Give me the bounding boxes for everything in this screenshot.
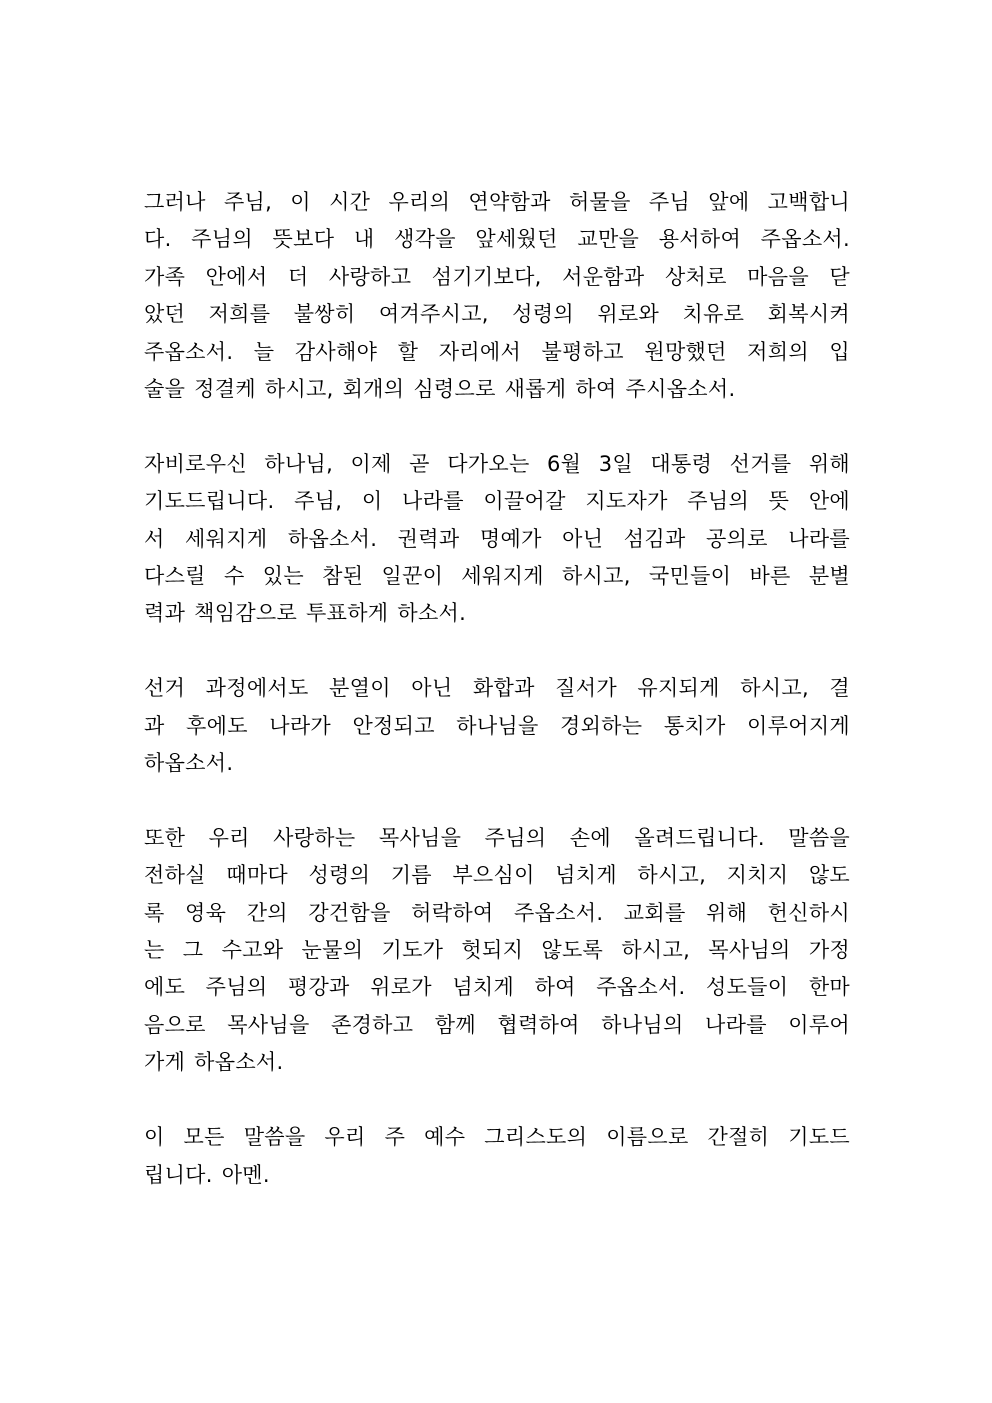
paragraph-election-prayer [144,446,850,633]
text-line: 하옵소서. [144,751,234,776]
text-line: 음으로 목사님을 존경하고 함께 협력하여 하나님의 나라를 이루어 [144,1012,850,1037]
text-line: 주옵소서. 늘 감사해야 할 자리에서 불평하고 원망했던 저희의 입 [144,339,850,364]
text-line: 기도드립니다. 주님, 이 나라를 이끌어갈 지도자가 주님의 뜻 안에 [144,489,850,514]
paragraph-pastor-prayer [144,820,850,1082]
text-line: 립니다. 아멘. [144,1162,270,1187]
prayer-text-body [144,184,850,1194]
text-line: 그러나 주님, 이 시간 우리의 연약함과 허물을 주님 앞에 고백합니 [144,190,850,214]
text-line: 다. 주님의 뜻보다 내 생각을 앞세웠던 교만을 용서하여 주옵소서. [144,227,850,252]
text-line: 또한 우리 사랑하는 목사님을 주님의 손에 올려드립니다. 말씀을 [144,825,850,850]
text-line: 력과 책임감으로 투표하게 하소서. [144,601,467,626]
text-line: 에도 주님의 평강과 위로가 넘치게 하여 주옵소서. 성도들이 한마 [144,975,850,1000]
text-line: 가게 하옵소서. [144,1050,284,1075]
text-line: 선거 과정에서도 분열이 아닌 화합과 질서가 유지되게 하시고, 결 [144,676,850,701]
text-line: 가족 안에서 더 사랑하고 섬기기보다, 서운함과 상처로 마음을 닫 [144,264,850,289]
text-line: 는 그 수고와 눈물의 기도가 헛되지 않도록 하시고, 목사님의 가정 [144,938,850,963]
text-line: 술을 정결케 하시고, 회개의 심령으로 새롭게 하여 주시옵소서. [144,377,736,402]
text-line: 전하실 때마다 성령의 기름 부으심이 넘치게 하시고, 지치지 않도 [144,863,850,888]
paragraph-confession [144,184,850,408]
text-line: 과 후에도 나라가 안정되고 하나님을 경외하는 통치가 이루어지게 [144,713,850,738]
paragraph-closing [144,1119,850,1194]
text-line: 다스릴 수 있는 참된 일꾼이 세워지게 하시고, 국민들이 바른 분별 [144,564,850,589]
paragraph-election-process [144,670,850,782]
text-line: 록 영육 간의 강건함을 허락하여 주옵소서. 교회를 위해 헌신하시 [144,900,850,925]
text-line: 서 세워지게 하옵소서. 권력과 명예가 아닌 섬김과 공의로 나라를 [144,526,850,551]
text-line: 았던 저희를 불쌍히 여겨주시고, 성령의 위로와 치유로 회복시켜 [144,302,850,327]
text-line: 이 모든 말씀을 우리 주 예수 그리스도의 이름으로 간절히 기도드 [144,1125,850,1150]
text-line: 자비로우신 하나님, 이제 곧 다가오는 6월 3일 대통령 선거를 위해 [144,451,850,476]
